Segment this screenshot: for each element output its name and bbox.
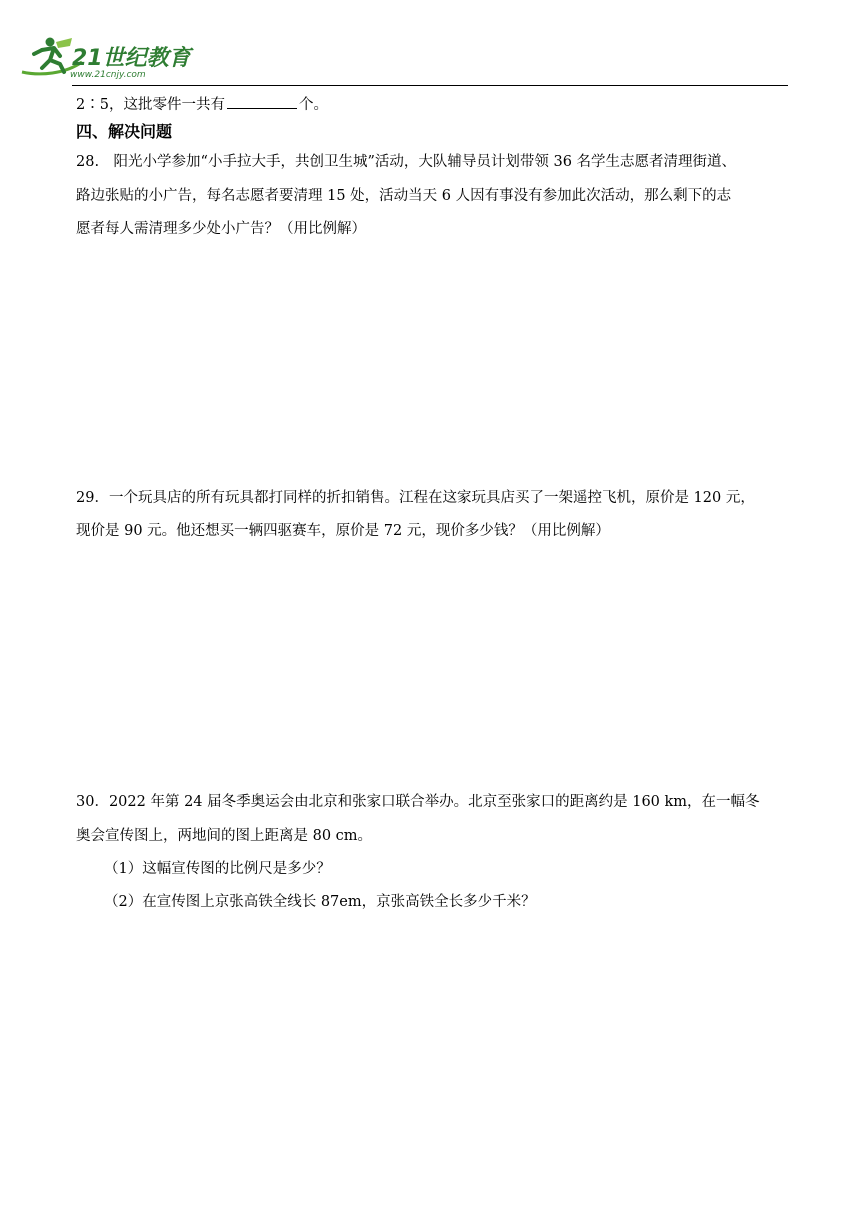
runner-logo-icon xyxy=(20,32,220,82)
q30-sub-1: （1）这幅宣传图的比例尺是多少？ xyxy=(104,861,331,877)
svg-text:www.21cnjy.com: www.21cnjy.com xyxy=(70,70,146,80)
q29-line-1: 29．一个玩具店的所有玩具都打同样的折扣销售。江程在这家玩具店买了一架遥控飞机，原价是 120 元， xyxy=(76,490,755,506)
q30-line-2: 奥会宣传图上，两地间的图上距离是 80 cm。 xyxy=(76,828,373,844)
prev-question-line xyxy=(76,93,328,115)
header-rule xyxy=(72,85,788,86)
q28-line-2: 路边张贴的小广告，每名志愿者要清理 15 处，活动当天 6 人因有事没有参加此次活动，那么剩下的志 xyxy=(76,188,732,204)
prev-question-suffix: 个。 xyxy=(298,97,328,113)
section-title: 四、解决问题 xyxy=(76,122,173,141)
q29-line-2: 现价是 90 元。他还想买一辆四驱赛车，原价是 72 元，现价多少钱？（用比例解） xyxy=(76,523,610,539)
q28-line-1: 28. 阳光小学参加“小手拉大手，共创卫生城”活动，大队辅导员计划带领 36 名学生志愿者清理街道、 xyxy=(76,154,737,170)
q30-sub-2: （2）在宣传图上京张高铁全线长 87em，京张高铁全长多少千米？ xyxy=(104,894,536,910)
prev-question-text: 2∶5，这批零件一共有 xyxy=(76,97,225,113)
q28-line-3: 愿者每人需清理多少处小广告？（用比例解） xyxy=(76,221,366,237)
q30-line-1: 30．2022 年第 24 届冬季奥运会由北京和张家口联合举办。北京至张家口的距离约是 160 km，在一幅冬 xyxy=(76,794,760,810)
site-logo xyxy=(20,32,220,82)
svg-text:21世纪教育: 21世纪教育 xyxy=(72,46,191,71)
answer-blank[interactable] xyxy=(227,93,297,109)
